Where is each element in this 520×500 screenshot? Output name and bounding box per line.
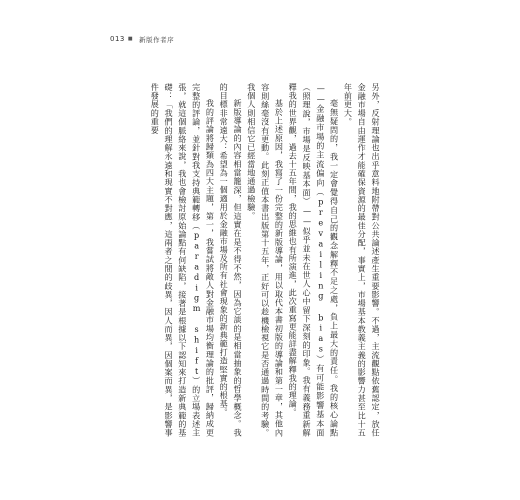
paragraph: 毫無疑問的，我一定會覺得自己的觀念解釋不足之處，負上最大的責任。我的核心論點——金融市場的主流偏向（prevailing bias）有可能影響基本面（照理說，市場是反映基本面）——似乎並未在世人心中留下深刻的印象。我有義務重新解釋我的世界觀，過去十五年間，我的思維也有所演進，此次重寫更能詳盡解釋我的理論。: [288, 83, 340, 437]
paragraph: 新版導論的內容相當籠深，但這實在是不得不然，因為它談的是相當抽象的哲學概念。我的目標非常遠大：希望為一個適用於金融市場及所有社會現象的新典範打造堅實的根基。: [219, 83, 244, 437]
square-bullet-icon: ■: [127, 36, 134, 42]
running-head: [110, 33, 174, 45]
paragraph: 基於上述原因，我寫了一份完整的新版導論，用以取代本書初版的導論和第一章，其他內容則絲毫沒有更動。此刻正值本書出版第十五年，正好可以趁機檢視它是否通過時間的考驗。我個人則相信它已經當地通過檢驗。: [246, 83, 285, 437]
body-text: [146, 83, 382, 437]
chapter-title: 新版作者序: [139, 35, 175, 44]
page-number: 013: [110, 35, 125, 43]
paragraph: 另外，反射理論也出乎意料地附帶對公共論述產生重要影響。不過，主流觀點依舊認定，放任金融市場自由運作才能確保資源的最佳分配，事實上，市場基本教義主義的影響力甚至比十五年前更大。: [343, 83, 381, 437]
paragraph: 我的評論將歸類為四大主題，第一，我嘗試將敵人對金融市場均衡理論的批評，歸納成更完整的評論，並針對我支持典範轉移（paradigm shift）的立場表述主張，就這個脈絡來說，我也會檢討原始論點有何缺陷，接著是根據以下認知來打造新典範的基礎：「我們的理解永遠和現實不對應，這兩者之間的歧異，因人而異，因個案而異，是影響事件發展的重要: [150, 83, 216, 437]
